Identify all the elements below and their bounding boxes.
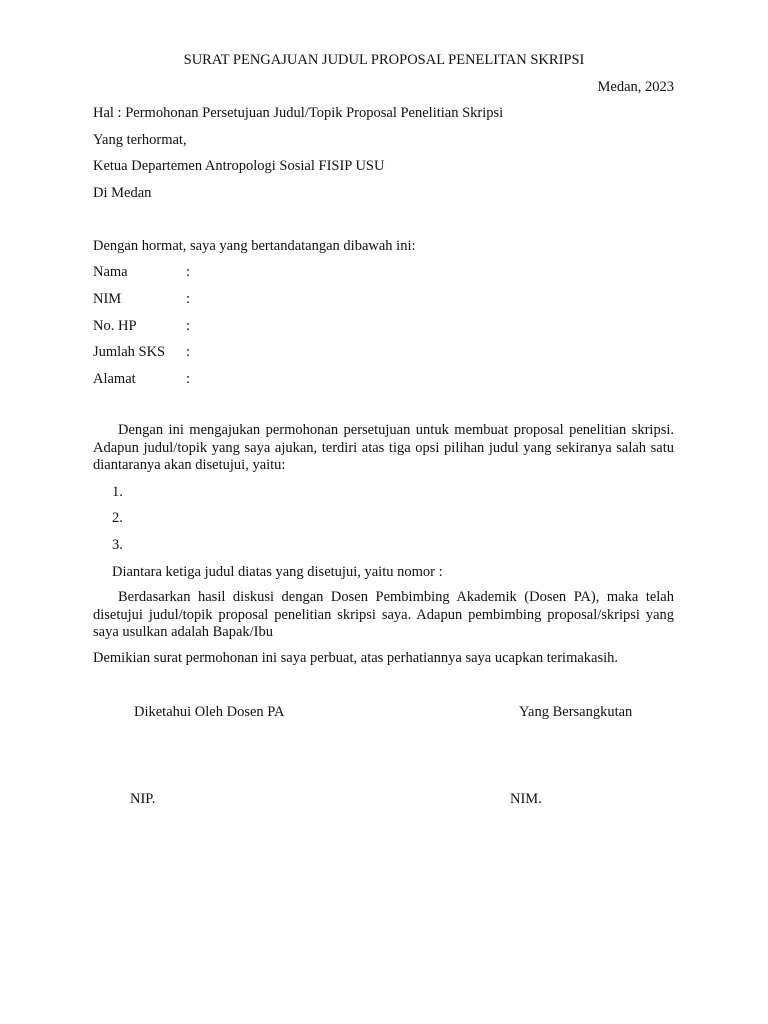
letter-title: SURAT PENGAJUAN JUDUL PROPOSAL PENELITAN SKRIPSI: [183, 52, 585, 68]
request-paragraph: Dengan ini mengajukan permohonan persetujuan untuk membuat proposal penelitian skripsi. Adapun judul/topik yang saya ajukan, terdiri atas tiga opsi pilihan judul yang sekiranya salah satu diantaranya akan disetujui, yaitu:: [93, 422, 674, 473]
field-label-nama: Nama: [93, 264, 128, 280]
signature-right-label: Yang Bersangkutan: [519, 704, 633, 720]
recipient: Ketua Departemen Antropologi Sosial FISIP USU: [93, 158, 385, 174]
subject-line: Hal : Permohonan Persetujuan Judul/Topik Proposal Penelitian Skripsi: [93, 105, 504, 121]
recipient-location: Di Medan: [93, 185, 152, 201]
signature-left-label: Diketahui Oleh Dosen PA: [134, 704, 285, 720]
field-label-alamat: Alamat: [93, 371, 136, 387]
list-item-1: 1.: [112, 484, 123, 500]
field-label-no-hp: No. HP: [93, 318, 137, 334]
field-label-jumlah-sks: Jumlah SKS: [93, 344, 166, 360]
field-colon-alamat: :: [186, 371, 191, 387]
closing-line: Demikian surat permohonan ini saya perbuat, atas perhatiannya saya ucapkan terimakasih.: [93, 650, 619, 666]
field-colon-jumlah-sks: :: [186, 344, 191, 360]
field-colon-nim: :: [186, 291, 191, 307]
signature-nip: NIP.: [130, 791, 156, 807]
field-label-nim: NIM: [93, 291, 122, 307]
list-item-2: 2.: [112, 510, 123, 526]
opening-line: Dengan hormat, saya yang bertandatangan dibawah ini:: [93, 238, 416, 254]
list-item-3: 3.: [112, 537, 123, 553]
salutation: Yang terhormat,: [93, 132, 187, 148]
place-date: Medan, 2023: [597, 79, 674, 95]
approved-title-line: Diantara ketiga judul diatas yang disetujui, yaitu nomor :: [112, 564, 443, 580]
field-colon-no-hp: :: [186, 318, 191, 334]
discussion-paragraph: Berdasarkan hasil diskusi dengan Dosen Pembimbing Akademik (Dosen PA), maka telah disetujui judul/topik proposal penelitian skripsi saya. Adapun pembimbing proposal/skripsi yang saya usulkan adalah Bapak/Ibu: [93, 589, 674, 640]
field-colon-nama: :: [186, 264, 191, 280]
signature-nim: NIM.: [510, 791, 542, 807]
